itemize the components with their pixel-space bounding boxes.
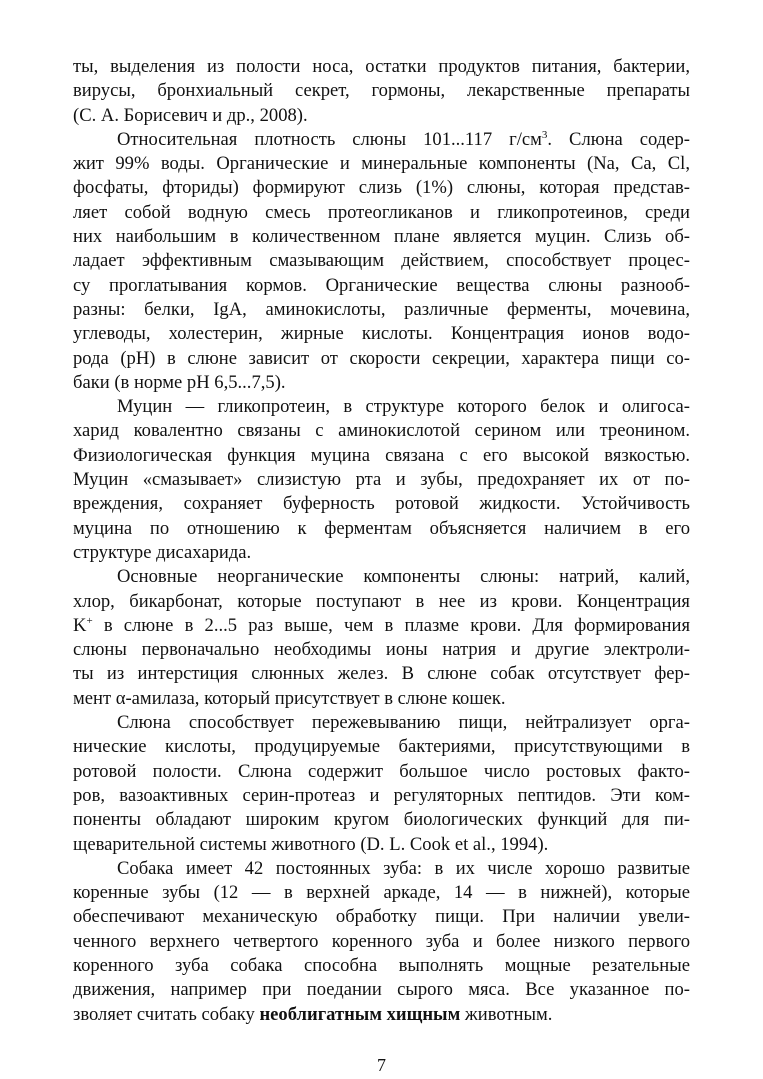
text-line: хлор, бикарбонат, которые поступают в нее из крови. Концентрация bbox=[73, 590, 690, 612]
text-line: нические кислоты, продуцируемые бактериями, присутствующими в bbox=[73, 736, 690, 758]
text-line: ты из интерстиция слюнных желез. В слюне собак отсутствует фер- bbox=[73, 663, 690, 685]
text-line: Физиологическая функция муцина связана с его высокой вязкостью. bbox=[73, 444, 690, 466]
text-line: су проглатывания кормов. Органические вещества слюны разнооб- bbox=[73, 274, 690, 296]
text-line: ров, вазоактивных серин-протеаз и регуляторных пептидов. Эти ком- bbox=[73, 784, 690, 806]
text-line: рода (pH) в слюне зависит от скорости секреции, характера пищи со- bbox=[73, 347, 690, 369]
text-line: движения, например при поедании сырого мяса. Все указанное по- bbox=[73, 979, 690, 1001]
text-line: вирусы, бронхиальный секрет, гормоны, лекарственные препараты bbox=[73, 80, 690, 102]
text-line: (С. А. Борисевич и др., 2008). bbox=[73, 104, 308, 126]
paragraph bbox=[73, 128, 690, 395]
text-run: Относительная плотность слюны 101...117 г/см bbox=[117, 128, 542, 150]
text-line: поненты обладают широким кругом биологических функций для пи- bbox=[73, 809, 690, 831]
text-run: животным. bbox=[460, 1003, 553, 1025]
text-line: Муцин — гликопротеин, в структуре которого белок и олигоса- bbox=[117, 396, 690, 418]
text-line: баки (в норме pH 6,5...7,5). bbox=[73, 371, 286, 393]
paragraph bbox=[73, 565, 690, 711]
text-run: K bbox=[73, 614, 87, 636]
text-line: Основные неорганические компоненты слюны: натрий, калий, bbox=[117, 566, 690, 588]
text-line: мент α-амилаза, который присутствует в слюне кошек. bbox=[73, 687, 506, 709]
text-line: ты, выделения из полости носа, остатки продуктов питания, бактерии, bbox=[73, 56, 690, 77]
superscript: 3 bbox=[541, 128, 548, 141]
text-line bbox=[73, 614, 690, 638]
text-line bbox=[73, 128, 690, 152]
text-line: вреждения, сохраняет буферность ротовой жидкости. Устойчивость bbox=[73, 493, 690, 515]
paragraph bbox=[73, 857, 690, 1027]
text-line: них наибольшим в количественном плане является муцин. Слизь об- bbox=[73, 226, 690, 248]
text-line: Слюна способствует пережевыванию пищи, нейтрализует орга- bbox=[117, 712, 690, 734]
text-run: . Слюна содер- bbox=[547, 128, 690, 150]
paragraph bbox=[73, 55, 690, 128]
text-line: Собака имеет 42 постоянных зуба: в их числе хорошо развитые bbox=[117, 857, 690, 879]
text-line bbox=[73, 1003, 690, 1027]
page-body bbox=[73, 55, 690, 1027]
text-line: коренного зуба собака способна выполнять мощные резательные bbox=[73, 954, 690, 976]
text-line: слюны первоначально необходимы ионы натрия и другие электроли- bbox=[73, 639, 690, 661]
page-number: 7 bbox=[377, 1055, 386, 1075]
text-line: ротовой полости. Слюна содержит большое число ростовых факто- bbox=[73, 760, 690, 782]
text-line: структуре дисахарида. bbox=[73, 541, 252, 563]
text-line: обеспечивают механическую обработку пищи. При наличии увели- bbox=[73, 906, 690, 928]
text-line: щеварительной системы животного (D. L. Cook et al., 1994). bbox=[73, 833, 549, 855]
text-line: харид ковалентно связаны с аминокислотой серином или треонином. bbox=[73, 420, 690, 442]
text-line: Муцин «смазывает» слизистую рта и зубы, предохраняет их от по- bbox=[73, 469, 690, 491]
superscript: + bbox=[86, 614, 93, 627]
text-line: фосфаты, фториды) формируют слизь (1%) слюны, которая представ- bbox=[73, 177, 690, 199]
text-run: в слюне в 2...5 раз выше, чем в плазме крови. Для формирования bbox=[92, 614, 690, 636]
paragraph bbox=[73, 711, 690, 857]
text-line: ляет собой водную смесь протеогликанов и гликопротеинов, среди bbox=[73, 201, 690, 223]
text-line: ладает эффективным смазывающим действием, способствует процес- bbox=[73, 250, 690, 272]
text-run: зволяет считать собаку bbox=[73, 1003, 260, 1025]
text-line: муцина по отношению к ферментам объясняется наличием в его bbox=[73, 517, 690, 539]
text-line: ченного верхнего четвертого коренного зуба и более низкого первого bbox=[73, 930, 690, 952]
paragraph bbox=[73, 395, 690, 565]
text-line: коренные зубы (12 — в верхней аркаде, 14 — в нижней), которые bbox=[73, 882, 690, 904]
text-line: углеводы, холестерин, жирные кислоты. Концентрация ионов водо- bbox=[73, 323, 690, 345]
text-line: жит 99% воды. Органические и минеральные компоненты (Na, Ca, Cl, bbox=[73, 153, 690, 175]
text-line: разны: белки, IgA, аминокислоты, различные ферменты, мочевина, bbox=[73, 298, 690, 320]
bold-term: необлигатным хищным bbox=[259, 1003, 461, 1025]
